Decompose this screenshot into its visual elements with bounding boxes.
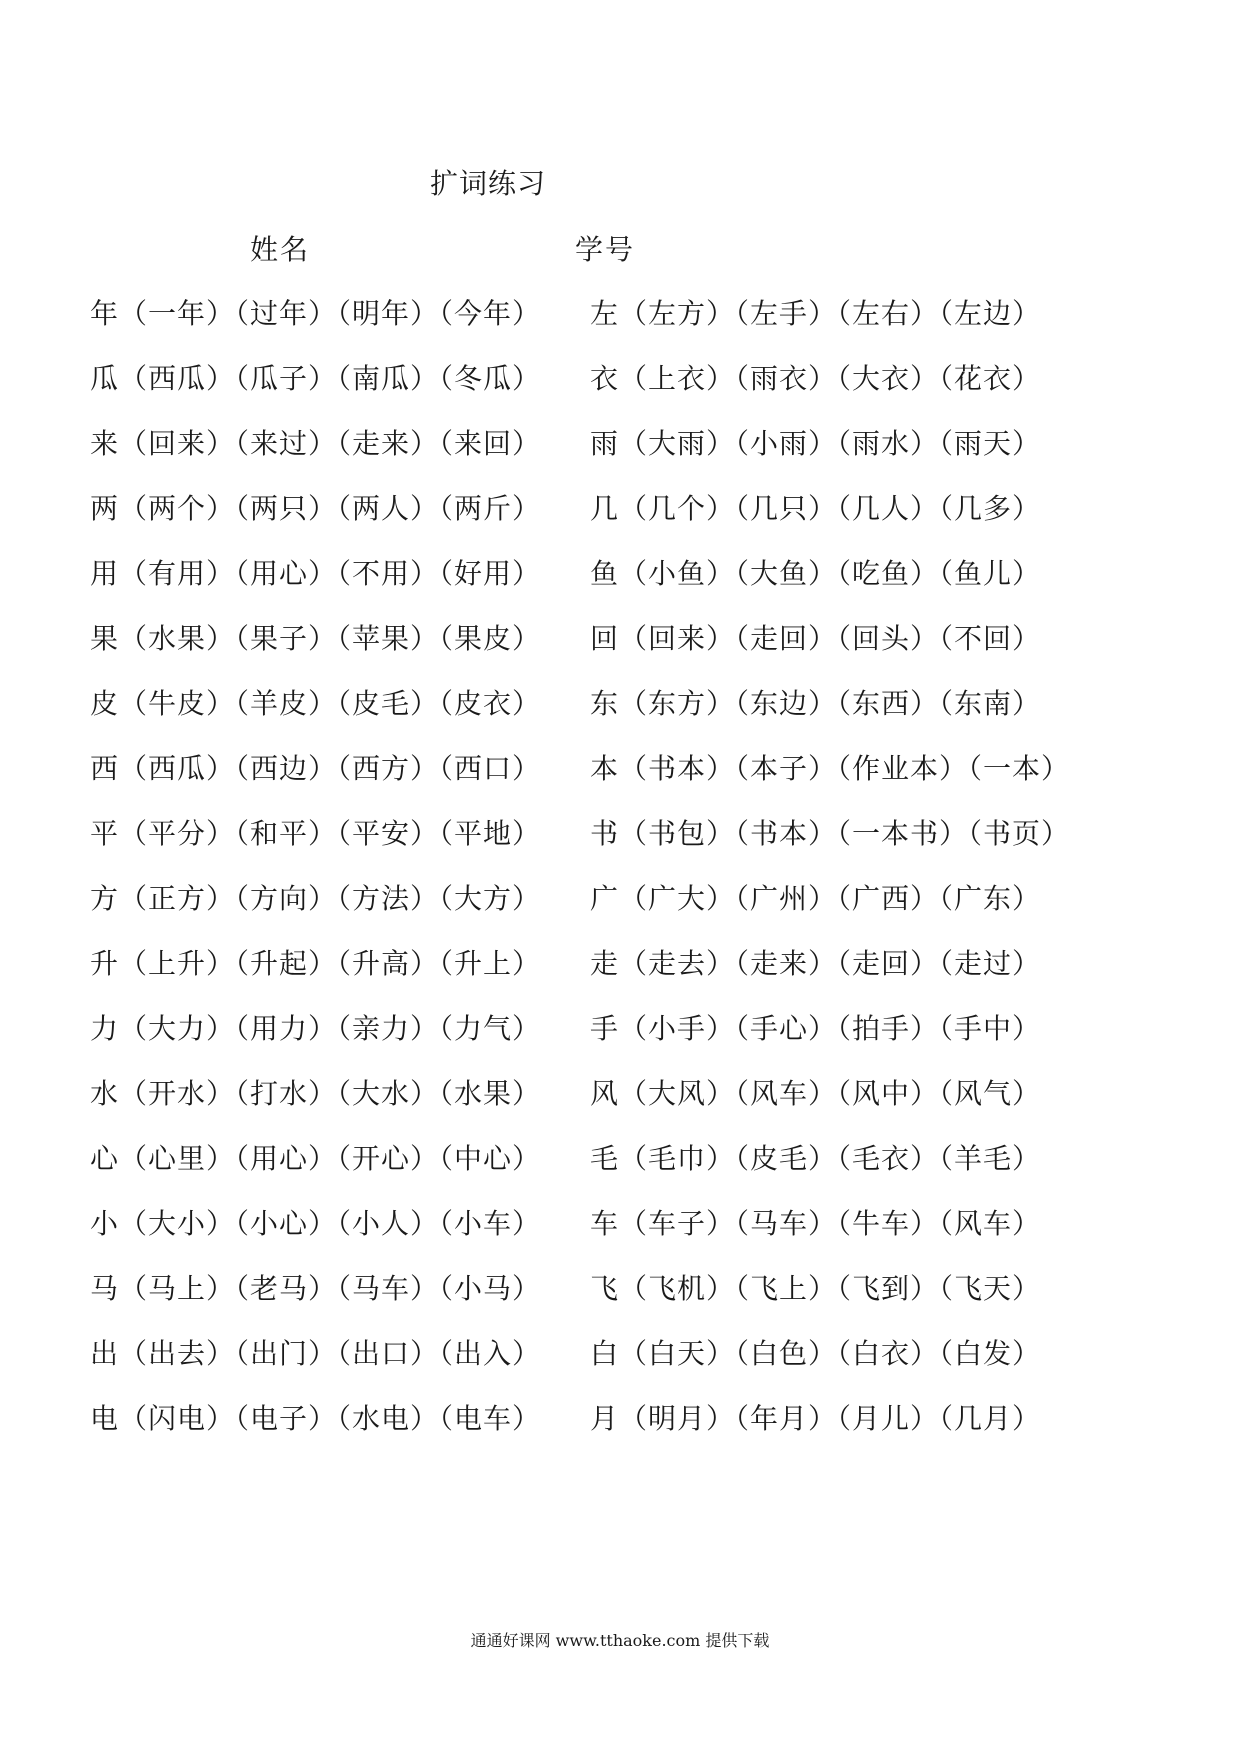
list-row bbox=[0, 357, 1240, 422]
list-row bbox=[0, 292, 1240, 357]
list-row bbox=[0, 812, 1240, 877]
list-item: 左（左方）（左手）（左右）（左边） bbox=[590, 297, 1042, 330]
list-item: 水（开水）（打水）（大水）（水果） bbox=[90, 1077, 542, 1110]
footer-text: 通通好课网 www.tthaoke.com 提供下载 bbox=[470, 1631, 770, 1650]
list-row bbox=[0, 1332, 1240, 1397]
list-item: 果（水果）（果子）（苹果）（果皮） bbox=[90, 622, 542, 655]
list-row bbox=[0, 422, 1240, 487]
page-title: 扩词练习 bbox=[430, 167, 547, 200]
list-item: 力（大力）（用力）（亲力）（力气） bbox=[90, 1012, 542, 1045]
list-item: 来（回来）（来过）（走来）（来回） bbox=[90, 427, 542, 460]
list-row bbox=[0, 552, 1240, 617]
list-item: 广（广大）（广州）（广西）（广东） bbox=[590, 882, 1042, 915]
list-item: 皮（牛皮）（羊皮）（皮毛）（皮衣） bbox=[90, 687, 542, 720]
list-item: 几（几个）（几只）（几人）（几多） bbox=[590, 492, 1042, 525]
list-item: 西（西瓜）（西边）（西方）（西口） bbox=[90, 752, 542, 785]
list-row bbox=[0, 1202, 1240, 1267]
list-item: 鱼（小鱼）（大鱼）（吃鱼）（鱼儿） bbox=[590, 557, 1042, 590]
list-item: 平（平分）（和平）（平安）（平地） bbox=[90, 817, 542, 850]
list-item: 小（大小）（小心）（小人）（小车） bbox=[90, 1207, 542, 1240]
word-expansion-list bbox=[0, 292, 1240, 1462]
list-item: 用（有用）（用心）（不用）（好用） bbox=[90, 557, 542, 590]
list-row bbox=[0, 1267, 1240, 1332]
student-id-label: 学号 bbox=[575, 233, 636, 266]
list-item: 电（闪电）（电子）（水电）（电车） bbox=[90, 1402, 542, 1435]
list-row bbox=[0, 487, 1240, 552]
list-item: 出（出去）（出门）（出口）（出入） bbox=[90, 1337, 542, 1370]
list-item: 年（一年）（过年）（明年）（今年） bbox=[90, 297, 542, 330]
list-row bbox=[0, 1137, 1240, 1202]
list-item: 走（走去）（走来）（走回）（走过） bbox=[590, 947, 1042, 980]
list-item: 瓜（西瓜）（瓜子）（南瓜）（冬瓜） bbox=[90, 362, 542, 395]
list-row bbox=[0, 1007, 1240, 1072]
list-item: 书（书包）（书本）（一本书）（书页） bbox=[590, 817, 1071, 850]
list-item: 月（明月）（年月）（月儿）（几月） bbox=[590, 1402, 1042, 1435]
list-item: 马（马上）（老马）（马车）（小马） bbox=[90, 1272, 542, 1305]
list-item: 车（车子）（马车）（牛车）（风车） bbox=[590, 1207, 1042, 1240]
list-item: 回（回来）（走回）（回头）（不回） bbox=[590, 622, 1042, 655]
list-row bbox=[0, 877, 1240, 942]
list-item: 白（白天）（白色）（白衣）（白发） bbox=[590, 1337, 1042, 1370]
list-row bbox=[0, 682, 1240, 747]
list-item: 东（东方）（东边）（东西）（东南） bbox=[590, 687, 1042, 720]
list-row bbox=[0, 1397, 1240, 1462]
list-item: 衣（上衣）（雨衣）（大衣）（花衣） bbox=[590, 362, 1042, 395]
list-item: 方（正方）（方向）（方法）（大方） bbox=[90, 882, 542, 915]
list-item: 雨（大雨）（小雨）（雨水）（雨天） bbox=[590, 427, 1042, 460]
list-item: 飞（飞机）（飞上）（飞到）（飞天） bbox=[590, 1272, 1042, 1305]
list-item: 升（上升）（升起）（升高）（升上） bbox=[90, 947, 542, 980]
list-item: 手（小手）（手心）（拍手）（手中） bbox=[590, 1012, 1042, 1045]
list-item: 本（书本）（本子）（作业本）（一本） bbox=[590, 752, 1071, 785]
list-row bbox=[0, 1072, 1240, 1137]
list-row bbox=[0, 942, 1240, 1007]
list-item: 两（两个）（两只）（两人）（两斤） bbox=[90, 492, 542, 525]
list-row bbox=[0, 617, 1240, 682]
list-item: 心（心里）（用心）（开心）（中心） bbox=[90, 1142, 542, 1175]
list-item: 毛（毛巾）（皮毛）（毛衣）（羊毛） bbox=[590, 1142, 1042, 1175]
list-row bbox=[0, 747, 1240, 812]
list-item: 风（大风）（风车）（风中）（风气） bbox=[590, 1077, 1042, 1110]
name-label: 姓名 bbox=[250, 233, 311, 266]
